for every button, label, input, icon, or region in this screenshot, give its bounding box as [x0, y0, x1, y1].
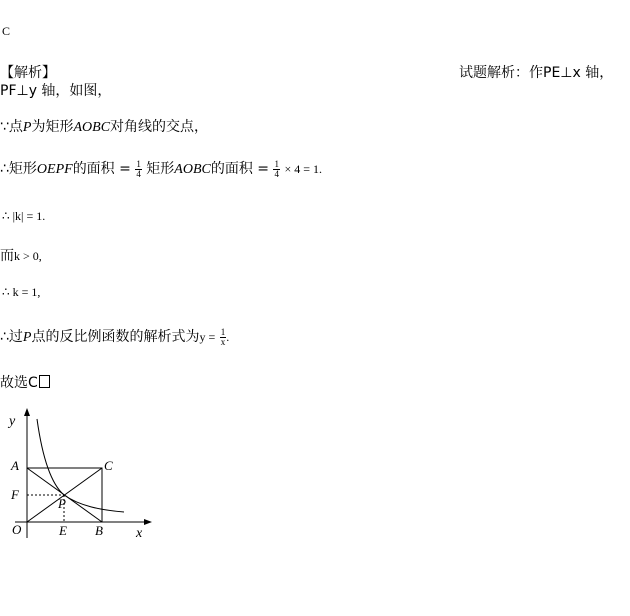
x-axis-label: x — [136, 526, 143, 541]
analysis-line2: PF⊥y 轴，如图， — [0, 83, 112, 99]
analysis-label: 【解析】 — [0, 65, 56, 81]
fraction-quarter-2: $\frac{1}{4}$ — [274, 158, 279, 179]
solution-line-7: 故选C — [0, 372, 50, 392]
point-b-label: B — [95, 523, 103, 538]
point-c-label: C — [104, 458, 113, 473]
solution-line-5: ∴ k = 1, — [2, 285, 41, 299]
point-p-label: P — [58, 496, 66, 511]
y-axis-arrow-icon — [24, 408, 30, 416]
solution-line-4: 而k > 0, — [0, 248, 42, 264]
fraction-quarter: $\frac{1}{4}$ — [136, 158, 141, 179]
answer-letter: C — [2, 24, 11, 38]
point-f-label: F — [11, 487, 19, 502]
point-e-label: E — [59, 523, 67, 538]
geometry-figure — [0, 405, 170, 550]
point-a-label: A — [11, 458, 19, 473]
solution-line-2: ∴矩形OEPF的面积 = $\frac{1}{4}$ 矩形AOBC的面积 = $\frac{1}{4}$ × 4 = 1. — [0, 158, 322, 179]
fraction-one-over-x: $\frac{1}{x}$ — [220, 326, 226, 347]
missing-glyph-box — [39, 375, 50, 388]
solution-line-1: ∵点P为矩形AOBC对角线的交点， — [0, 119, 209, 135]
x-axis-arrow-icon — [144, 519, 152, 525]
solution-line-6: ∴过P点的反比例函数的解析式为y = $\frac{1}{x}$ . — [0, 326, 230, 347]
point-o-label: O — [12, 522, 22, 537]
analysis-intro: 试题解析：作PE⊥x 轴， — [459, 65, 614, 81]
solution-line-3: ∴ |k| = 1. — [2, 209, 46, 223]
y-axis-label: y — [9, 414, 16, 429]
